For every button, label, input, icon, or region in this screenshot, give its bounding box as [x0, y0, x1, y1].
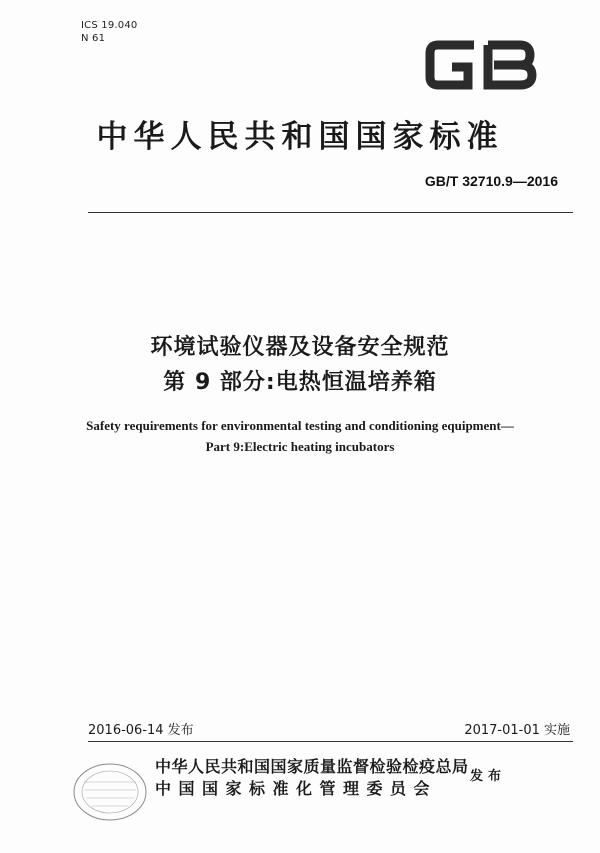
publish-label: 发布: [470, 769, 507, 784]
standard-body-title: 中华人民共和国国家标准: [96, 119, 504, 155]
publisher-line2: 中国国家标准化管理委员会: [155, 779, 438, 798]
top-divider: [88, 212, 573, 213]
library-stamp: [70, 760, 150, 824]
title-chinese-line2: 第 9 部分:电热恒温培养箱: [163, 370, 437, 395]
title-english-line2: Part 9:Electric heating incubators: [205, 439, 395, 454]
title-english-line1: Safety requirements for environmental testing and conditioning equipment—: [86, 418, 514, 433]
publisher-line1: 中华人民共和国国家质量监督检验检疫总局: [155, 757, 469, 776]
gb-logo: [424, 35, 539, 95]
bottom-divider: [88, 741, 573, 742]
ccs-code: N 61: [81, 33, 106, 44]
title-chinese-line1: 环境试验仪器及设备安全规范: [150, 335, 450, 360]
ics-code: ICS 19.040: [81, 20, 138, 31]
implementation-date: 2017-01-01 实施: [464, 723, 570, 738]
issue-date: 2016-06-14 发布: [88, 723, 194, 738]
standard-number: GB/T 32710.9—2016: [424, 173, 558, 189]
